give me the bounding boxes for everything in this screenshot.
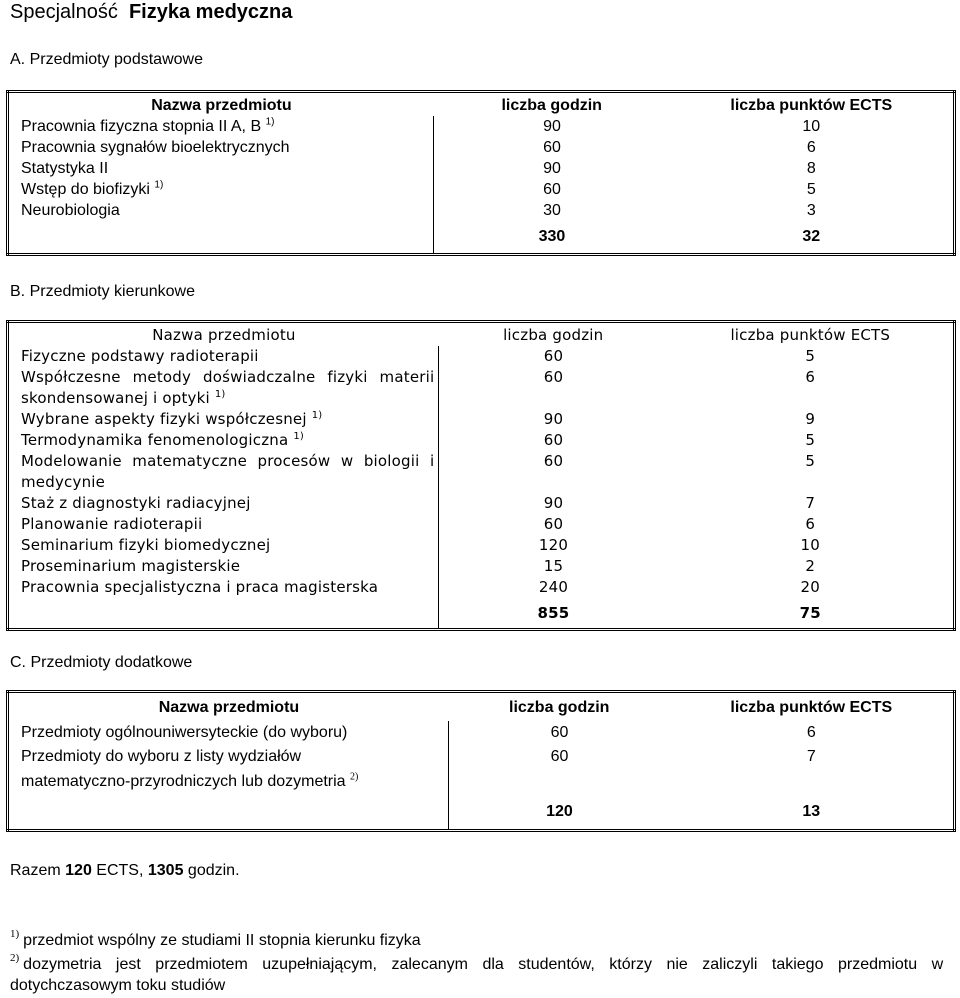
table-row [8, 721, 955, 745]
course-hours: 60 [543, 452, 564, 470]
column-header-ects: liczba punktów ECTS [730, 326, 891, 344]
title-specialty: Fizyka medyczna [128, 1, 293, 23]
course-ects: 6 [806, 724, 816, 741]
course-hours: 60 [543, 515, 564, 533]
summary-line: Razem 120 ECTS, 1305 godzin. [10, 862, 240, 879]
course-name-line2: skondensowanej i optyki $^{1)}$ [8, 388, 439, 409]
total-hours: 120 [546, 803, 573, 820]
course-hours: 240 [538, 578, 569, 596]
table-row [8, 367, 955, 388]
course-ects: 8 [806, 160, 816, 177]
course-ects: 5 [805, 347, 816, 365]
course-hours: 60 [543, 347, 564, 365]
course-hours: 90 [543, 160, 561, 177]
column-header-hours: liczba godzin [501, 97, 602, 114]
course-name: Pracownia specjalistyczna i praca magisterska [8, 577, 439, 598]
column-header-name: Nazwa przedmiotu [152, 326, 296, 344]
table-row-continuation [8, 388, 955, 409]
table-row [8, 556, 955, 577]
footnote-ref: 1) [265, 116, 275, 128]
column-header-hours: liczba godzin [509, 699, 610, 716]
course-ects: 10 [802, 118, 821, 135]
summary-hours-value: 1305 [147, 862, 184, 879]
footnote-ref: 1) [214, 389, 226, 400]
course-name: Statystyka II [8, 158, 434, 179]
table-row-continuation [8, 769, 955, 795]
table-row [8, 535, 955, 556]
section-b-table [6, 320, 956, 631]
footnote-2 [10, 952, 944, 974]
course-ects: 6 [805, 368, 816, 386]
section-a-heading: A. Przedmioty podstawowe [10, 51, 203, 68]
course-name-line2: matematyczno-przyrodniczych lub dozymetria $^{2)}$ [8, 769, 449, 795]
course-hours: 90 [543, 494, 564, 512]
total-ects: 32 [802, 228, 821, 245]
course-hours: 90 [543, 410, 564, 428]
column-header-name: Nazwa przedmiotu [151, 97, 292, 114]
table-row [8, 451, 955, 472]
summary-ects-value: 120 [65, 862, 92, 879]
course-ects: 3 [806, 202, 816, 219]
course-name: Fizyczne podstawy radioterapii [8, 346, 439, 367]
course-hours: 60 [550, 724, 569, 741]
table-header-row [8, 92, 955, 117]
course-name: Seminarium fizyki biomedycznej [8, 535, 439, 556]
footnote-2-continuation [10, 977, 225, 995]
course-hours: 60 [543, 368, 564, 386]
table-row [8, 116, 955, 137]
course-name-line1: Współczesne metody doświadczalne fizyki materii [8, 367, 439, 388]
course-ects: 9 [805, 410, 816, 428]
course-hours: 60 [550, 748, 569, 765]
course-name: Pracownia sygnałów bioelektrycznych [8, 137, 434, 158]
total-hours: 330 [538, 228, 566, 245]
course-ects: 2 [805, 557, 816, 575]
footnote-text-line1: dozymetria jest przedmiotem uzupełniającym, zalecanym dla studentów, którzy nie zaliczyli takiego przedmiotu w [23, 956, 944, 973]
course-ects: 5 [805, 431, 816, 449]
footnote-text-line2: dotychczasowym toku studiów [10, 977, 226, 994]
course-hours: 90 [543, 118, 561, 135]
table-header-row [8, 692, 955, 722]
course-name-line2: medycynie [8, 472, 439, 493]
footnote-ref: 1) [293, 431, 305, 442]
footnote-ref: 1) [154, 179, 164, 191]
course-name: Proseminarium magisterskie [8, 556, 439, 577]
section-a-table [6, 90, 956, 256]
course-name: Przedmioty ogólnouniwersyteckie (do wyboru) [8, 721, 449, 745]
course-ects: 20 [800, 578, 821, 596]
course-name: Termodynamika fenomenologiczna $^{1)}$ [8, 430, 439, 451]
title-prefix: Specjalność [10, 1, 118, 23]
course-ects: 7 [806, 748, 816, 765]
section-c-table [6, 690, 956, 832]
table-row [8, 493, 955, 514]
section-c-heading: C. Przedmioty dodatkowe [10, 654, 193, 671]
course-hours: 60 [543, 139, 561, 156]
course-hours: 120 [538, 536, 569, 554]
table-row [8, 179, 955, 200]
course-hours: 30 [543, 202, 561, 219]
total-ects: 75 [799, 604, 821, 622]
total-row [8, 795, 955, 831]
course-name: Staż z diagnostyki radiacyjnej [8, 493, 439, 514]
course-ects: 5 [805, 452, 816, 470]
course-ects: 7 [805, 494, 816, 512]
total-row [8, 598, 955, 630]
total-hours: 855 [537, 604, 570, 622]
table-row [8, 346, 955, 367]
page-title [10, 0, 292, 24]
column-header-ects: liczba punktów ECTS [730, 97, 893, 114]
course-name: Wybrane aspekty fizyki współczesnej $^{1)}$ [8, 409, 439, 430]
course-name: Neurobiologia [8, 200, 434, 221]
table-row [8, 430, 955, 451]
course-ects: 6 [806, 139, 816, 156]
course-ects: 10 [800, 536, 821, 554]
course-name-line1: Przedmioty do wyboru z listy wydziałów [8, 745, 449, 769]
course-name: Planowanie radioterapii [8, 514, 439, 535]
table-row [8, 514, 955, 535]
course-hours: 15 [543, 557, 564, 575]
footnote-ref: 2) [350, 771, 359, 783]
table-row [8, 158, 955, 179]
footnote-mark: 1) [10, 928, 20, 940]
course-ects: 6 [805, 515, 816, 533]
table-header-row [8, 322, 955, 347]
footnote-1 [10, 928, 421, 950]
section-b-heading: B. Przedmioty kierunkowe [10, 283, 195, 300]
course-name: Pracownia fizyczna stopnia II A, B $^{1)}$ [8, 116, 434, 137]
table-row [8, 745, 955, 769]
column-header-hours: liczba godzin [503, 326, 604, 344]
course-name-line1: Modelowanie matematyczne procesów w biologii i [8, 451, 439, 472]
table-row [8, 200, 955, 221]
table-row [8, 409, 955, 430]
footnote-ref: 1) [311, 410, 323, 421]
course-ects: 5 [806, 181, 816, 198]
course-name: Wstęp do biofizyki $^{1)}$ [8, 179, 434, 200]
table-row [8, 137, 955, 158]
column-header-ects: liczba punktów ECTS [730, 699, 893, 716]
footnote-text: przedmiot wspólny ze studiami II stopnia kierunku fizyka [23, 932, 421, 949]
total-ects: 13 [802, 803, 821, 820]
footnote-mark: 2) [10, 952, 20, 964]
course-hours: 60 [543, 181, 561, 198]
column-header-name: Nazwa przedmiotu [158, 699, 300, 716]
total-row [8, 221, 955, 255]
table-row [8, 577, 955, 598]
course-hours: 60 [543, 431, 564, 449]
table-row-continuation [8, 472, 955, 493]
